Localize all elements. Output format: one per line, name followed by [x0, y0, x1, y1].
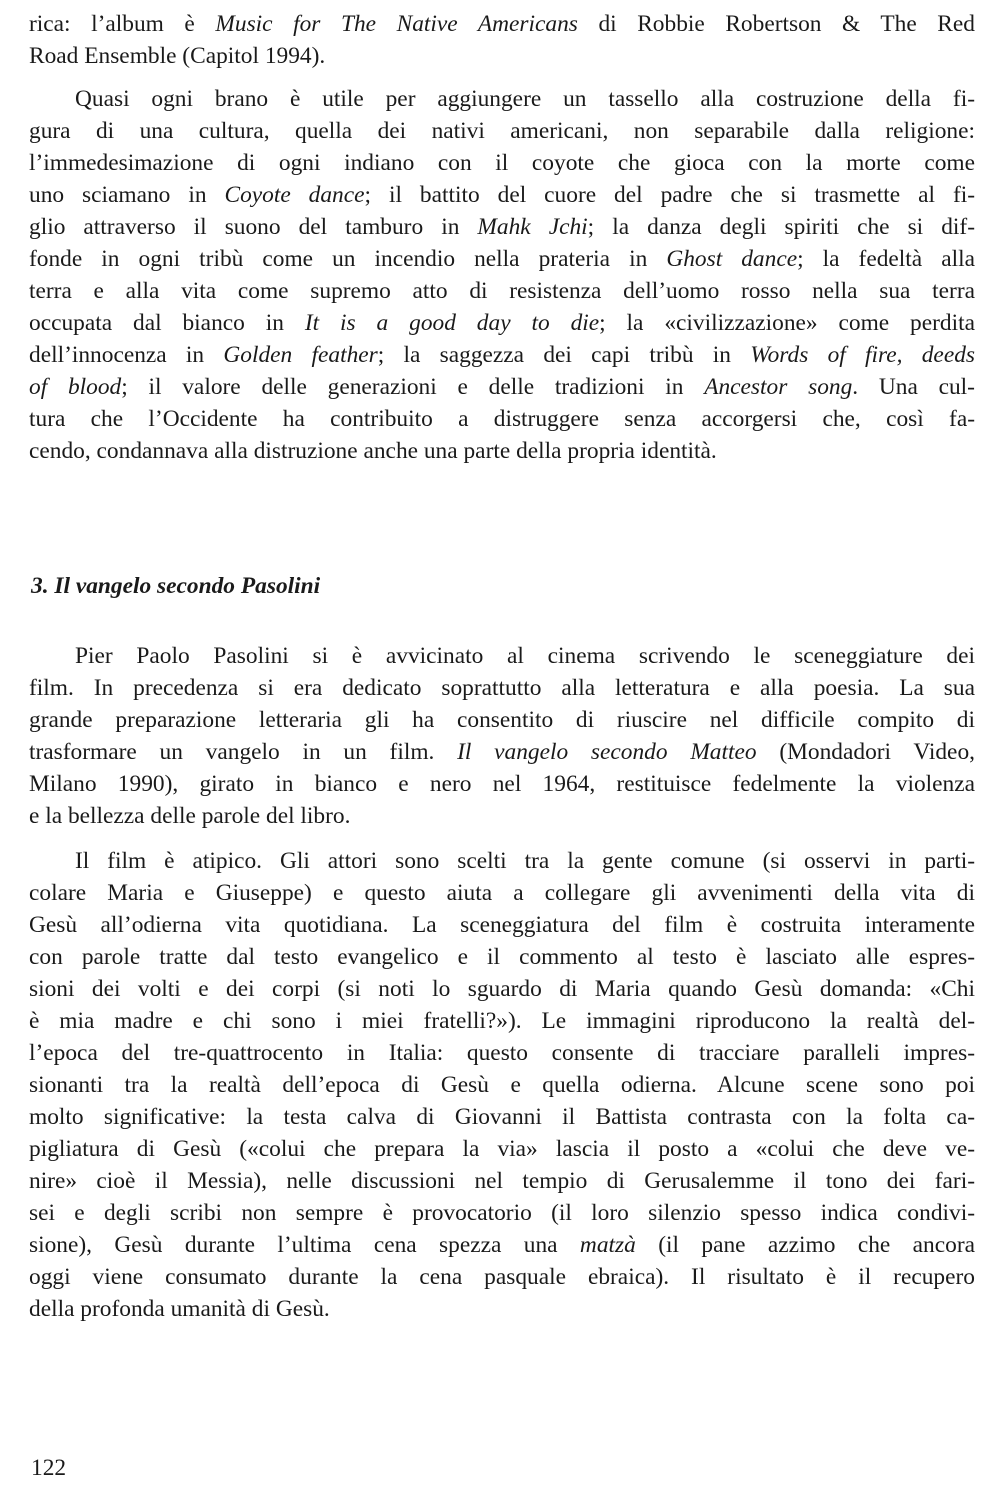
italic-title: Il vangelo secondo Matteo — [457, 739, 757, 765]
italic-title: It is a good day to die — [304, 310, 600, 336]
page-number: 122 — [31, 1455, 67, 1481]
text-run: (Mondadori Video, — [756, 739, 975, 765]
text-run: Pier Paolo Pasolini si è avvicinato al cinema scrivendo le sceneggiature dei — [75, 643, 975, 669]
text-line — [29, 973, 975, 1005]
text-run: cendo, condannava alla distruzione anche una parte della propria identità. — [29, 438, 717, 464]
text-run: sei e degli scribi non sempre è provocatorio (il loro silenzio spesso indica condivi- — [29, 1200, 975, 1226]
text-run: Quasi ogni brano è utile per aggiungere un tassello alla costruzione della fi- — [75, 86, 975, 112]
text-run: dell’innocenza in — [29, 342, 224, 368]
italic-title: matzà — [579, 1232, 636, 1258]
text-line — [29, 1197, 975, 1229]
text-run: nire» cioè il Messia), nelle discussioni nel tempio di Gerusalemme il tono dei fari- — [29, 1168, 975, 1194]
text-run: l’epoca del tre-quattrocento in Italia: questo consente di tracciare paralleli impres- — [29, 1040, 975, 1066]
text-run: con parole tratte dal testo evangelico e il commento al testo è lasciato alle espres- — [29, 944, 975, 970]
italic-title: Words of fire, deeds — [750, 342, 975, 368]
text-run: Milano 1990), girato in bianco e nero nel 1964, restituisce fedelmente la violenza — [29, 771, 975, 797]
text-line — [29, 672, 975, 704]
text-run: tura che l’Occidente ha contribuito a distruggere senza accorgersi che, così fa- — [29, 406, 975, 432]
text-line — [29, 941, 975, 973]
italic-title: Golden feather — [223, 342, 378, 368]
text-line — [29, 736, 975, 768]
text-line — [29, 403, 975, 435]
text-line — [29, 800, 975, 832]
text-line — [29, 1101, 975, 1133]
text-line — [75, 83, 975, 115]
text-run: pigliatura di Gesù («colui che prepara la via» lascia il posto a «colui che deve ve- — [29, 1136, 975, 1162]
text-run: della profonda umanità di Gesù. — [29, 1296, 330, 1322]
text-run: film. In precedenza si era dedicato soprattutto alla letteratura e alla poesia. La sua — [29, 675, 975, 701]
text-run: uno sciamano in — [29, 182, 225, 208]
text-run: ; la danza degli spiriti che si dif- — [587, 214, 975, 240]
text-line — [29, 1229, 975, 1261]
text-run: ; il valore delle generazioni e delle tradizioni in — [121, 374, 705, 400]
text-line — [29, 1037, 975, 1069]
text-run: occupata dal bianco in — [29, 310, 305, 336]
text-run: Il film è atipico. Gli attori sono scelti tra la gente comune (si osservi in parti- — [75, 848, 975, 874]
text-line — [29, 275, 975, 307]
text-run: gura di una cultura, quella dei nativi americani, non separabile dalla religione: — [29, 118, 975, 144]
text-line — [29, 339, 975, 371]
text-line — [29, 435, 975, 467]
italic-title: of blood — [29, 374, 122, 400]
text-run: è mia madre e chi sono i miei fratelli?»). Le immagini riproducono la realtà del- — [29, 1008, 975, 1034]
text-run: molto significative: la testa calva di Giovanni il Battista contrasta con la folta ca- — [29, 1104, 975, 1130]
text-line — [75, 845, 975, 877]
text-run: sione), Gesù durante l’ultima cena spezza una — [29, 1232, 580, 1258]
text-run: sionanti tra la realtà dell’epoca di Gesù e quella odierna. Alcune scene sono poi — [29, 1072, 975, 1098]
italic-title: Ancestor song — [704, 374, 853, 400]
text-line — [29, 211, 975, 243]
italic-title: Coyote dance — [224, 182, 365, 208]
italic-title: Ghost dance — [666, 246, 798, 272]
text-run: ; la saggezza dei capi tribù in — [377, 342, 751, 368]
text-run: (il pane azzimo che ancora — [635, 1232, 975, 1258]
section-heading: 3. Il vangelo secondo Pasolini — [31, 573, 321, 599]
text-run: ; la fedeltà alla — [797, 246, 975, 272]
text-line — [29, 40, 975, 72]
text-line — [29, 1293, 975, 1325]
text-run: glio attraverso il suono del tamburo in — [29, 214, 478, 240]
text-run: sioni dei volti e dei corpi (si noti lo sguardo di Maria quando Gesù domanda: «Chi — [29, 976, 975, 1002]
text-run: terra e alla vita come supremo atto di resistenza dell’uomo rosso nella sua terra — [29, 278, 975, 304]
text-run: colare Maria e Giuseppe) e questo aiuta a collegare gli avvenimenti della vita di — [29, 880, 975, 906]
text-line — [29, 877, 975, 909]
text-line — [29, 1133, 975, 1165]
text-line — [29, 1005, 975, 1037]
text-line — [29, 704, 975, 736]
italic-title: Mahk Jchi — [477, 214, 588, 240]
text-run: grande preparazione letteraria gli ha consentito di riuscire nel difficile compito di — [29, 707, 975, 733]
text-line — [29, 115, 975, 147]
text-line — [29, 371, 975, 403]
text-run: Road Ensemble (Capitol 1994). — [29, 43, 326, 69]
text-run: ; la «civilizzazione» come perdita — [599, 310, 975, 336]
text-line — [29, 179, 975, 211]
text-run: fonde in ogni tribù come un incendio nella prateria in — [29, 246, 667, 272]
text-line — [29, 909, 975, 941]
text-line — [29, 1261, 975, 1293]
text-run: rica: l’album è — [29, 11, 216, 37]
text-line — [29, 1069, 975, 1101]
text-line — [29, 768, 975, 800]
text-line — [29, 307, 975, 339]
italic-title: Music for The Native Americans — [215, 11, 578, 37]
text-run: l’immedesimazione di ogni indiano con il coyote che gioca con la morte come — [29, 150, 975, 176]
text-line — [29, 243, 975, 275]
text-line — [29, 1165, 975, 1197]
text-line — [29, 8, 975, 40]
text-run: Gesù all’odierna vita quotidiana. La sceneggiatura del film è costruita interamente — [29, 912, 975, 938]
text-run: trasformare un vangelo in un film. — [29, 739, 458, 765]
text-line — [29, 147, 975, 179]
text-run: di Robbie Robertson & The Red — [577, 11, 975, 37]
text-run: . Una cul- — [852, 374, 975, 400]
text-run: oggi viene consumato durante la cena pasquale ebraica). Il risultato è il recupero — [29, 1264, 975, 1290]
text-run: e la bellezza delle parole del libro. — [29, 803, 351, 829]
text-line — [75, 640, 975, 672]
text-run: ; il battito del cuore del padre che si trasmette al fi- — [364, 182, 976, 208]
